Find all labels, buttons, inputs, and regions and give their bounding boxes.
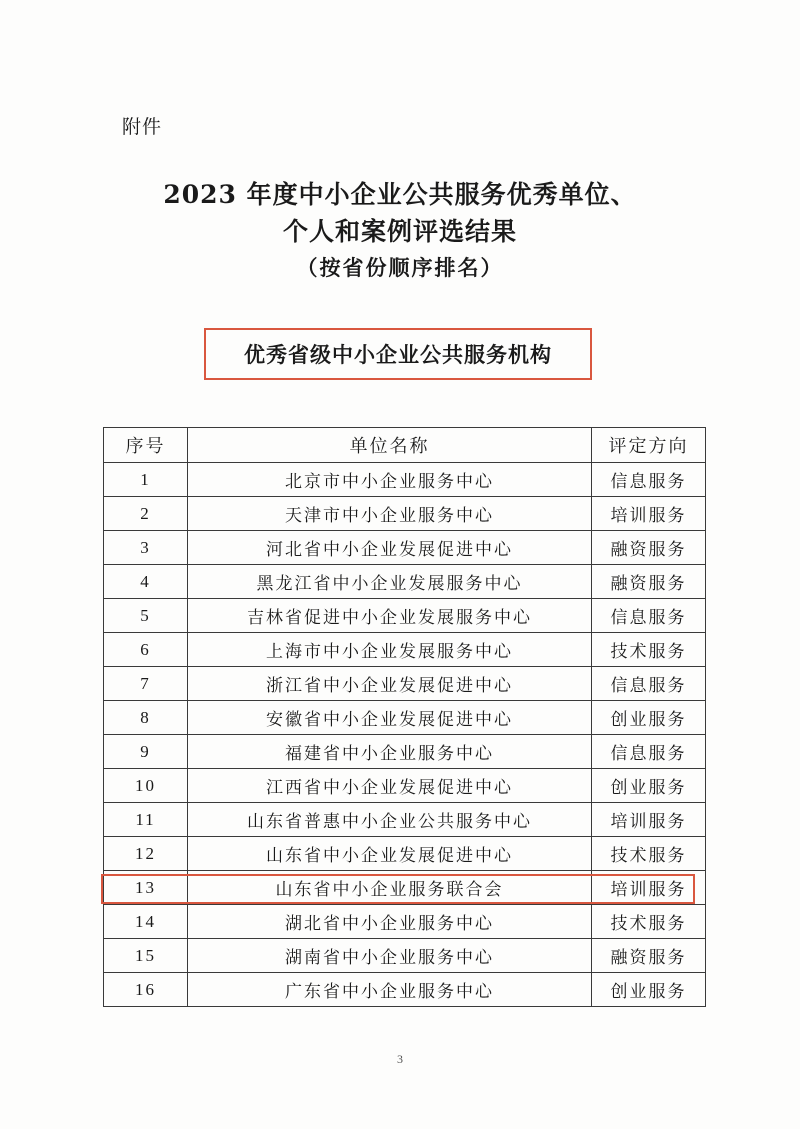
row-direction: 创业服务 [592, 701, 706, 735]
row-direction: 信息服务 [592, 667, 706, 701]
table-row [104, 497, 706, 531]
title-line-1: 2023 年度中小企业公共服务优秀单位、 [163, 180, 637, 209]
table-row [104, 871, 706, 905]
row-unit-name: 广东省中小企业服务中心 [188, 973, 592, 1007]
row-number: 15 [104, 939, 188, 973]
table-row [104, 735, 706, 769]
section-heading-box [204, 328, 592, 380]
row-unit-name: 北京市中小企业服务中心 [188, 463, 592, 497]
row-direction: 信息服务 [592, 463, 706, 497]
attachment-label: 附件 [122, 116, 163, 138]
row-direction: 培训服务 [592, 497, 706, 531]
table-row [104, 769, 706, 803]
row-number: 11 [104, 803, 188, 837]
row-number: 5 [104, 599, 188, 633]
table-row [104, 701, 706, 735]
row-direction: 信息服务 [592, 735, 706, 769]
row-unit-name: 湖南省中小企业服务中心 [188, 939, 592, 973]
row-direction: 融资服务 [592, 531, 706, 565]
table-row [104, 463, 706, 497]
section-title: 优秀省级中小企业公共服务机构 [244, 343, 552, 367]
table-row [104, 565, 706, 599]
table-header-row [104, 428, 706, 463]
row-direction: 培训服务 [592, 871, 706, 905]
title-subtitle: （按省份顺序排名） [296, 255, 504, 280]
row-direction: 融资服务 [592, 565, 706, 599]
table-row [104, 531, 706, 565]
row-number: 9 [104, 735, 188, 769]
row-direction: 创业服务 [592, 769, 706, 803]
table-row [104, 633, 706, 667]
row-unit-name: 吉林省促进中小企业发展服务中心 [188, 599, 592, 633]
row-direction: 技术服务 [592, 905, 706, 939]
row-unit-name: 天津市中小企业服务中心 [188, 497, 592, 531]
page-number: 3 [397, 1052, 403, 1066]
table-row [104, 973, 706, 1007]
table-row [104, 599, 706, 633]
row-number: 7 [104, 667, 188, 701]
header-unit-name: 单位名称 [188, 428, 592, 463]
table-row [104, 667, 706, 701]
row-direction: 信息服务 [592, 599, 706, 633]
row-number: 8 [104, 701, 188, 735]
table-row [104, 905, 706, 939]
header-direction: 评定方向 [592, 428, 706, 463]
row-number: 4 [104, 565, 188, 599]
row-number: 2 [104, 497, 188, 531]
table-row [104, 837, 706, 871]
row-direction: 技术服务 [592, 633, 706, 667]
title-line-2: 个人和案例评选结果 [282, 217, 517, 246]
row-number: 10 [104, 769, 188, 803]
results-table [103, 427, 706, 1007]
table-row [104, 803, 706, 837]
row-unit-name: 河北省中小企业发展促进中心 [188, 531, 592, 565]
row-unit-name: 山东省中小企业发展促进中心 [188, 837, 592, 871]
row-unit-name: 黑龙江省中小企业发展服务中心 [188, 565, 592, 599]
row-direction: 技术服务 [592, 837, 706, 871]
row-number: 6 [104, 633, 188, 667]
row-number: 12 [104, 837, 188, 871]
row-number: 16 [104, 973, 188, 1007]
row-number: 1 [104, 463, 188, 497]
row-unit-name: 江西省中小企业发展促进中心 [188, 769, 592, 803]
header-number: 序号 [104, 428, 188, 463]
row-unit-name: 湖北省中小企业服务中心 [188, 905, 592, 939]
row-number: 14 [104, 905, 188, 939]
document-title [0, 176, 800, 286]
row-direction: 融资服务 [592, 939, 706, 973]
row-unit-name: 安徽省中小企业发展促进中心 [188, 701, 592, 735]
row-direction: 创业服务 [592, 973, 706, 1007]
row-unit-name: 福建省中小企业服务中心 [188, 735, 592, 769]
row-number: 13 [104, 871, 188, 905]
row-unit-name: 山东省中小企业服务联合会 [188, 871, 592, 905]
table-body [104, 463, 706, 1007]
row-direction: 培训服务 [592, 803, 706, 837]
row-number: 3 [104, 531, 188, 565]
row-unit-name: 浙江省中小企业发展促进中心 [188, 667, 592, 701]
row-unit-name: 山东省普惠中小企业公共服务中心 [188, 803, 592, 837]
table-row [104, 939, 706, 973]
row-unit-name: 上海市中小企业发展服务中心 [188, 633, 592, 667]
